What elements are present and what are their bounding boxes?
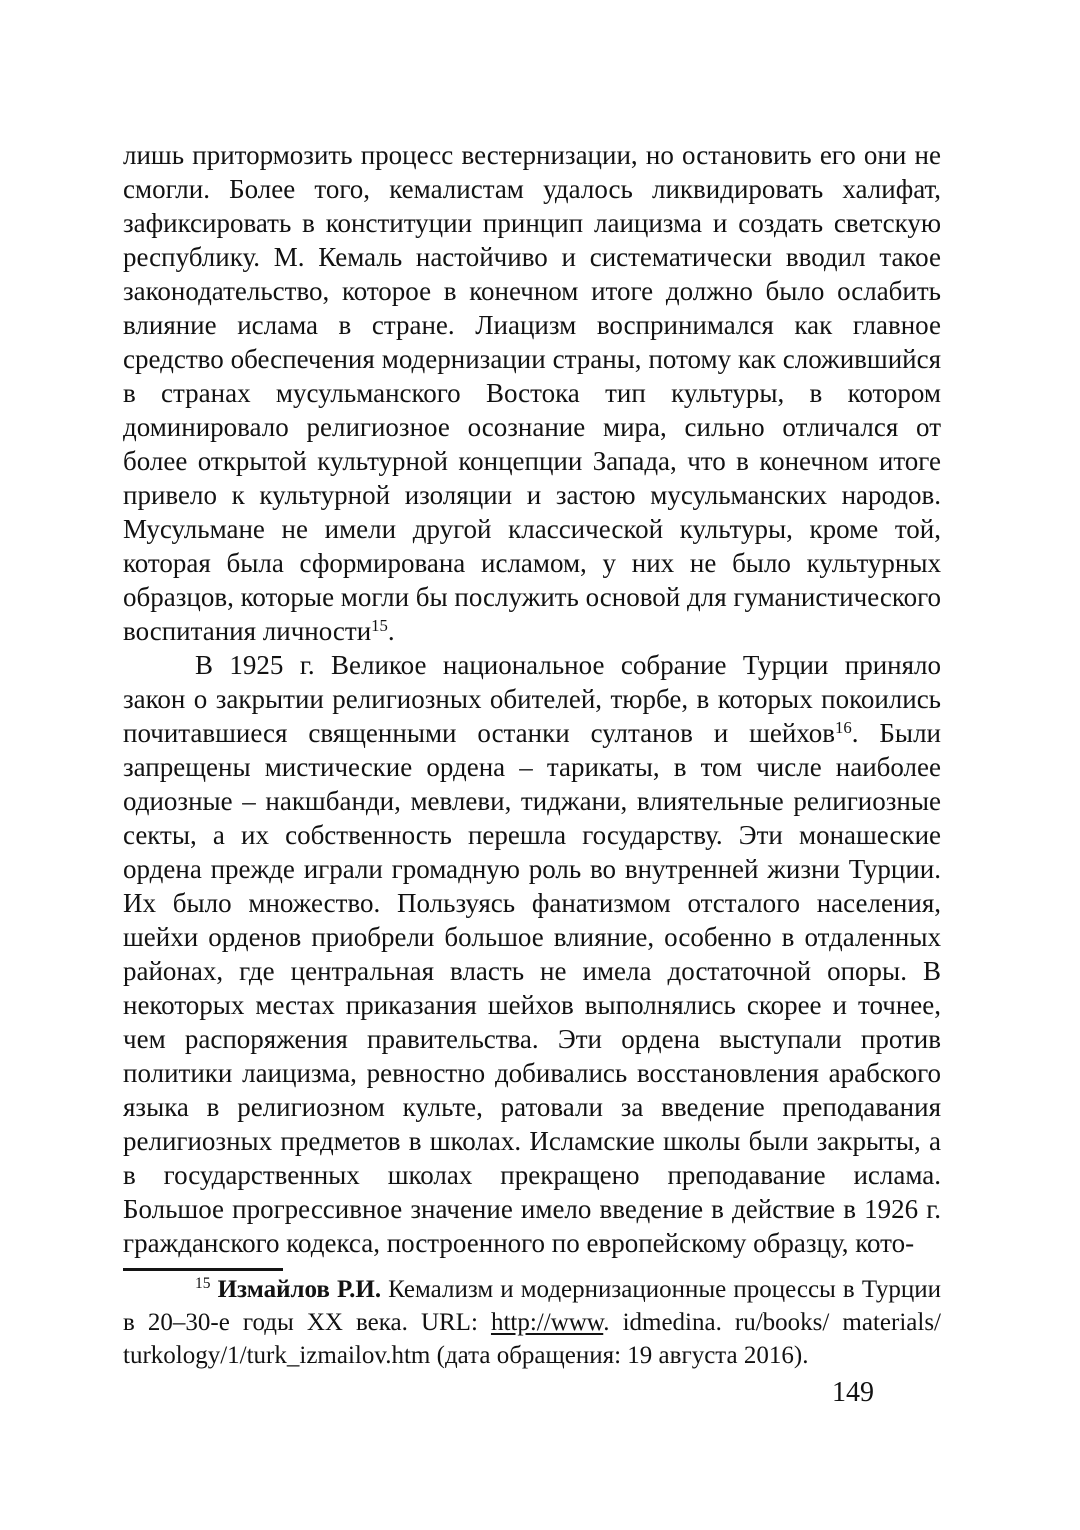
footnote-ref-15: 15 — [371, 615, 388, 635]
paragraph-2-text-after-ref: . Были запрещены мистические ордена – тарикаты, в том числе наиболее одиозные – накшбанди, мевлеви, тиджани, влиятельные религиозные секты, а их собственность перешла государству. Эти монашеские ордена прежде играли громадную роль во внутренней жизни Турции. Их было множество. Пользуясь фанатизмом отсталого населения, шейхи орденов приобрели большое влияние, особенно в отдаленных районах, где центральная власть не имела достаточной опоры. В некоторых местах приказания шейхов выполнялись скорее и точнее, чем распоряжения правительства. Эти ордена выступали против политики лаицизма, ревностно добивались восстановления арабского языка в религиозном культе, ратовали за введение преподавания религиозных предметов в школах. Исламские школы были закрыты, а в государственных школах прекращено преподавание ислама. Большое прогрессивное значение имело введение в действие в 1926 г. гражданского кодекса, построенного по европейскому образцу, кото- — [123, 718, 941, 1258]
paragraph-1925-law — [123, 648, 941, 1260]
footnote-ref-16: 16 — [835, 717, 852, 737]
paragraph-continuation — [123, 138, 941, 648]
footnote-text-after-link: . idmedina. ru/books/ materials/ turkology/1/turk_izmailov.htm (дата обращения: 19 августа 2016). — [123, 1309, 941, 1369]
footnote-15-marker: 15 — [195, 1275, 211, 1293]
footnote-text-before-link: Кемализм и модернизационные процессы в Турции в 20–30-е годы XX века. URL: — [123, 1276, 941, 1336]
footnote-author: Измайлов Р.И. — [217, 1276, 382, 1303]
footnote-url-link[interactable]: http://www — [490, 1309, 604, 1336]
footnote-separator-rule — [123, 1268, 283, 1271]
page-number: 149 — [832, 1377, 874, 1408]
paragraph-1-text: лишь притормозить процесс вестернизации, но остановить его они не смогли. Более того, кемалистам удалось ликвидировать халифат, зафиксировать в конституции принцип лаицизма и создать светскую республику. М. Кемаль настойчиво и систематически вводил такое законодательство, которое в конечном итоге должно было ослабить влияние ислама в стране. Лиацизм воспринимался как главное средство обеспечения модернизации страны, потому как сложившийся в странах мусульманского Востока тип культуры, в котором доминировало религиозное осознание мира, сильно отличался от более открытой культурной концепции Запада, что в конечном итоге привело к культурной изоляции и застою мусульманских народов. Мусульмане не имели другой классической культуры, кроме той, которая была сформирована исламом, у них не было культурных образцов, которые могли бы послужить основой для гуманистического воспитания личности — [123, 140, 941, 646]
body-text — [123, 138, 941, 1260]
paragraph-2-text-before-ref: В 1925 г. Великое национальное собрание Турции приняло закон о закрытии религиозных обителей, тюрбе, в которых покоились почитавшиеся священными останки султанов и шейхов — [123, 650, 941, 748]
footnote-block — [123, 1273, 941, 1372]
footnote-15 — [123, 1273, 941, 1372]
paragraph-1-period: . — [387, 616, 395, 646]
